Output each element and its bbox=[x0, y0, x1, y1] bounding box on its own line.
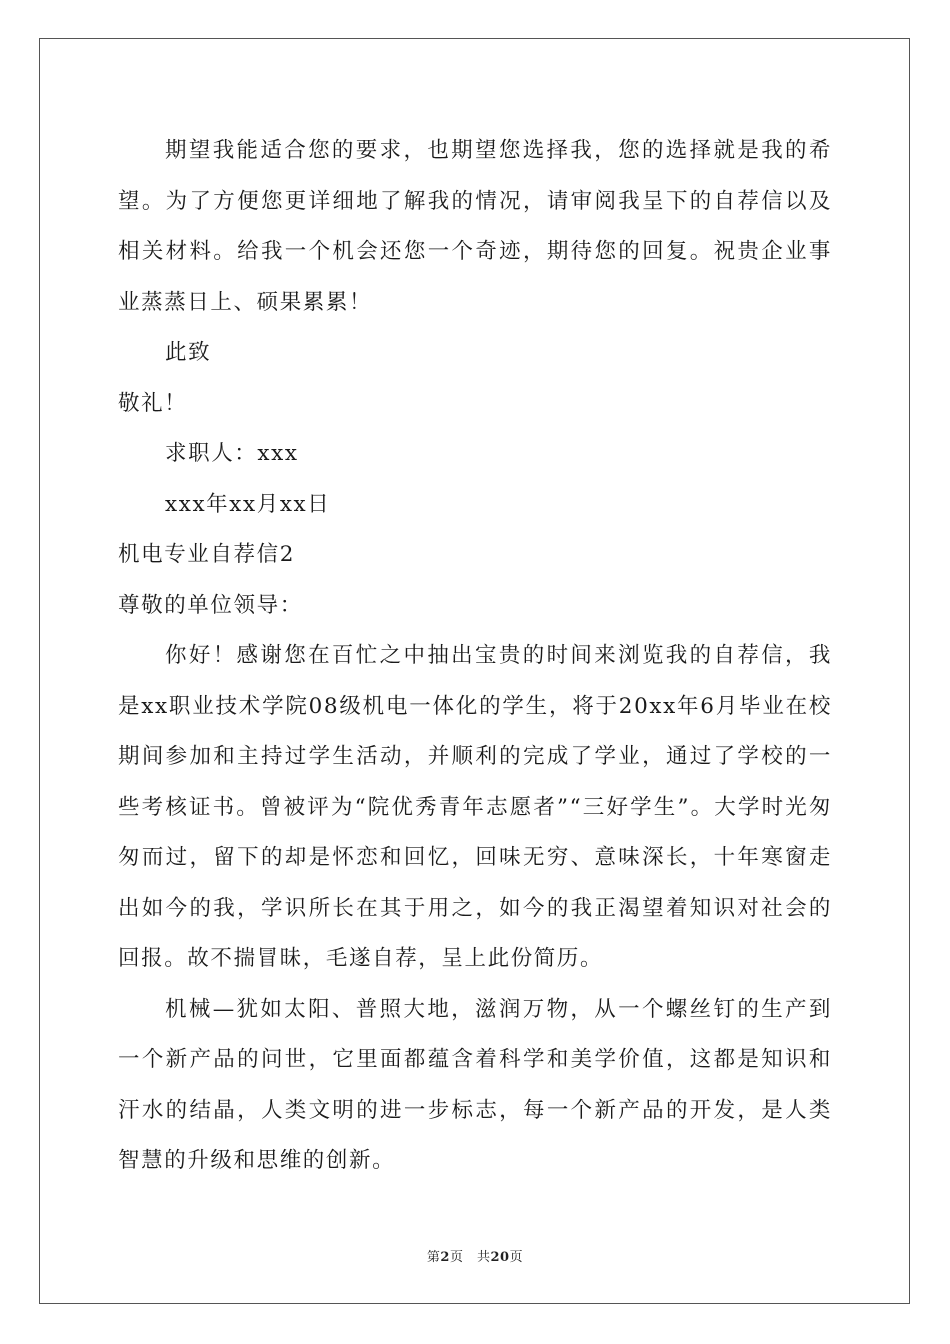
signature-applicant: 求职人：xxx bbox=[165, 441, 299, 466]
footer-page-suffix: 页 bbox=[509, 1250, 524, 1265]
footer-page-total: 20 bbox=[490, 1250, 510, 1265]
greeting: 尊敬的单位领导： bbox=[118, 592, 303, 618]
page-footer bbox=[0, 1246, 950, 1265]
paragraph-closing-wish: 期望我能适合您的要求，也期望您选择我，您的选择就是我的希望。为了方便您更详细地了解我的情况，请审阅我呈下的自荐信以及相关材料。给我一个机会还您一个奇迹，期待您的回复。祝贵企业事业蒸蒸日上、硕果累累！ bbox=[118, 138, 832, 315]
signature-date: xxx年xx月xx日 bbox=[165, 491, 331, 517]
footer-page-mid: 页 共 bbox=[449, 1250, 491, 1265]
salutation-jingli: 敬礼！ bbox=[118, 390, 188, 416]
footer-page-current: 2 bbox=[440, 1250, 450, 1265]
paragraph-introduction: 你好！感谢您在百忙之中抽出宝贵的时间来浏览我的自荐信，我是xx职业技术学院08级机电一体化的学生，将于20xx年6月毕业在校期间参加和主持过学生活动，并顺利的完成了学业，通过了学校的一些考核证书。曾被评为“院优秀青年志愿者”“三好学生”。大学时光匆匆而过，留下的却是怀恋和回忆，回味无穷、意味深长，十年寒窗走出如今的我，学识所长在其于用之，如今的我正渴望着知识对社会的回报。故不揣冒昧，毛遂自荐，呈上此份简历。 bbox=[118, 643, 832, 971]
paragraph-machinery: 机械—犹如太阳、普照大地，滋润万物，从一个螺丝钉的生产到一个新产品的问世，它里面都蕴含着科学和美学价值，这都是知识和汗水的结晶，人类文明的进一步标志，每一个新产品的开发，是人类智慧的升级和思维的创新。 bbox=[118, 996, 832, 1173]
section-title: 机电专业自荐信2 bbox=[118, 542, 295, 567]
footer-page-prefix: 第 bbox=[426, 1250, 441, 1265]
salutation-cizhi: 此致 bbox=[165, 340, 212, 365]
document-body bbox=[118, 126, 832, 1187]
